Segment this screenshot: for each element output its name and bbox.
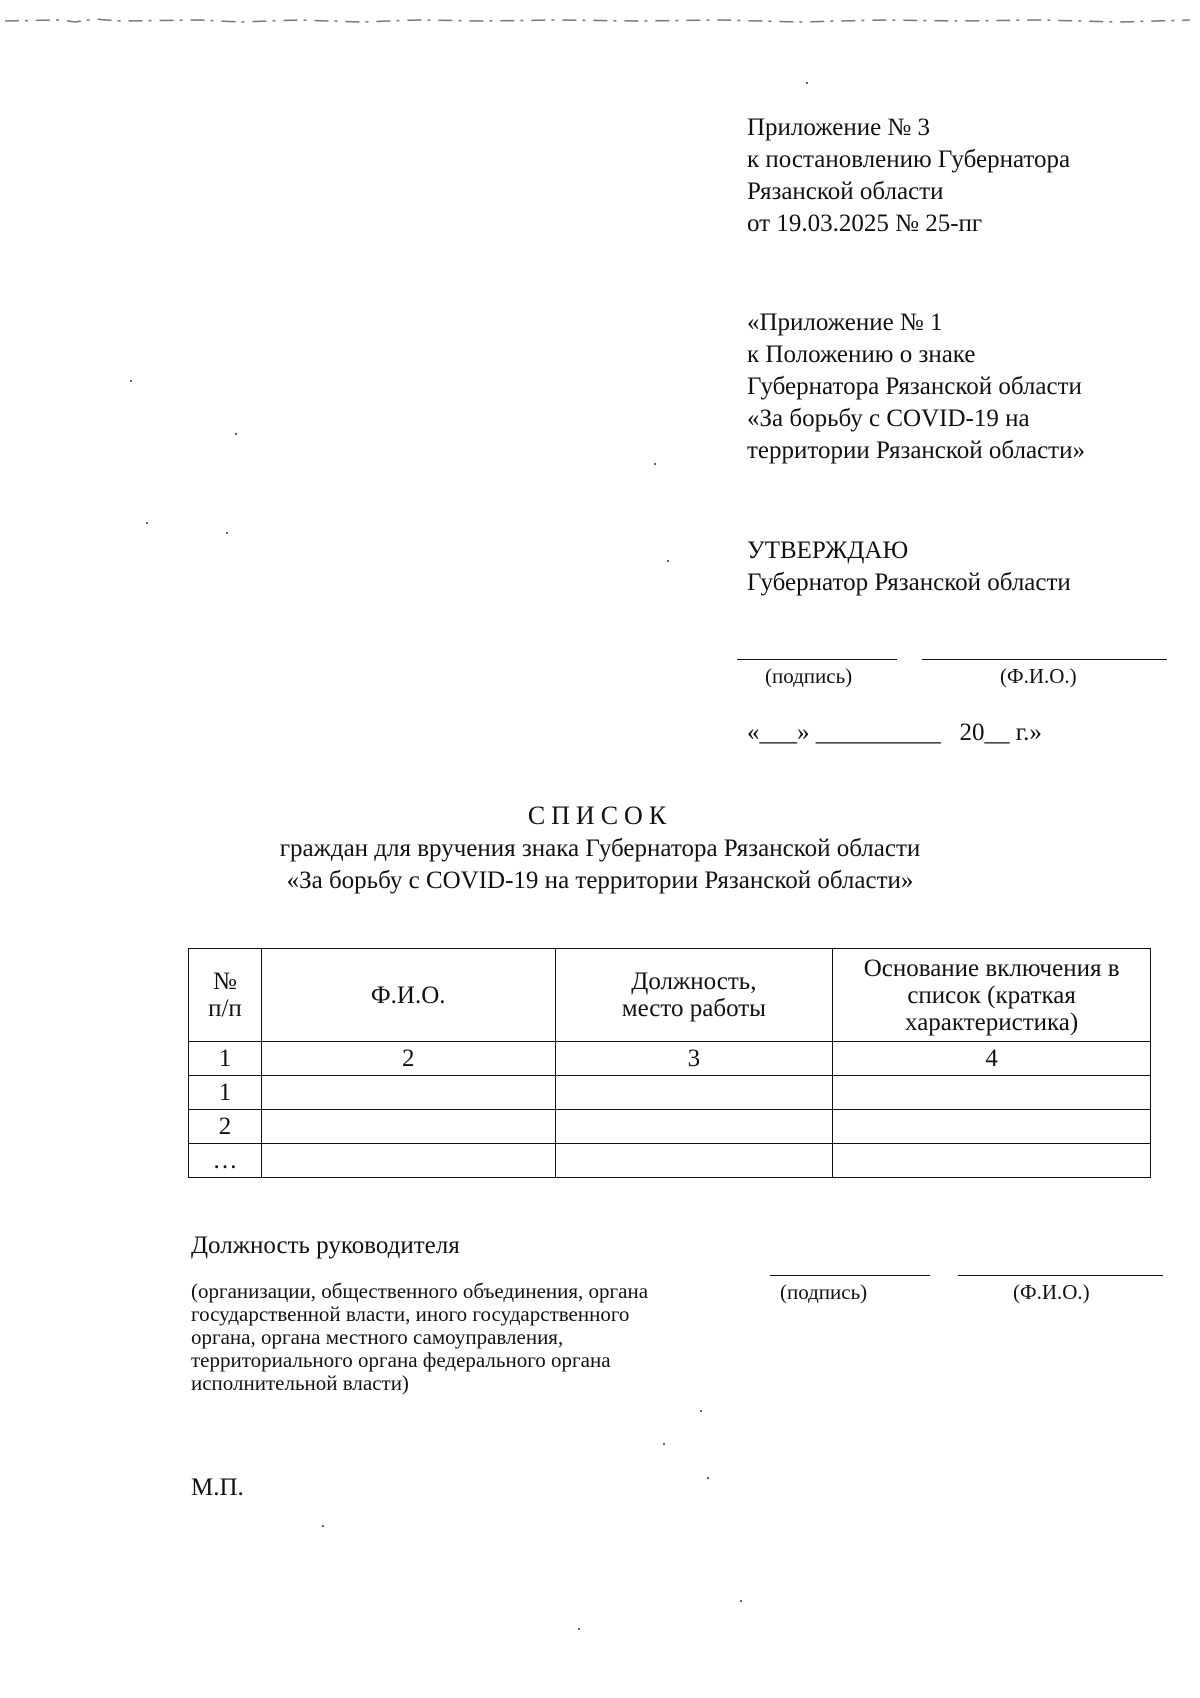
table-column-numbers-row: [189, 1042, 1151, 1076]
footer-signature-caption: (подпись): [780, 1280, 868, 1304]
header-position-line2: место работы: [621, 995, 766, 1022]
approval-position: Губернатор Рязанской области: [747, 569, 1071, 596]
scan-speck: [146, 522, 148, 524]
scan-speck: [740, 1600, 742, 1602]
approval-name-line: [922, 659, 1167, 660]
scan-speck: [806, 82, 808, 84]
scan-speck: [707, 1477, 709, 1479]
row-reason-cell: [833, 1076, 1151, 1110]
table-header-row: [189, 949, 1151, 1042]
row-name-cell: [261, 1144, 555, 1178]
row-number: …: [189, 1144, 262, 1178]
row-name-cell: [261, 1110, 555, 1144]
scan-speck: [322, 1525, 324, 1527]
explanation-line1: (организации, общественного объединения, органа: [191, 1279, 649, 1303]
scan-speck: [226, 532, 228, 534]
scan-speck: [654, 463, 656, 465]
document-subtitle-line2: «За борьбу с COVID-19 на территории Рязанской области»: [286, 867, 914, 894]
scan-speck: [663, 1443, 665, 1445]
head-position-label: Должность руководителя: [191, 1232, 460, 1259]
header-number: [189, 949, 262, 1042]
approval-name-caption: (Ф.И.О.): [1000, 664, 1077, 688]
header-number-line2: п/п: [208, 995, 242, 1022]
header-reason-line1: Основание включения в: [863, 954, 1120, 982]
explanation-line3: органа, органа местного самоуправления,: [191, 1325, 564, 1349]
table-row: [189, 1144, 1151, 1178]
footer-name-caption: (Ф.И.О.): [1013, 1280, 1090, 1304]
explanation-line4: территориального органа федерального органа: [191, 1348, 611, 1372]
row-number: 1: [189, 1076, 262, 1110]
row-reason-cell: [833, 1110, 1151, 1144]
row-position-cell: [555, 1110, 833, 1144]
scan-speck: [667, 560, 669, 562]
header-reason: [833, 949, 1151, 1042]
scan-speck: [578, 1628, 580, 1630]
header-number-line1: №: [213, 968, 237, 995]
annex-reference: к постановлению Губернатора: [747, 146, 1071, 173]
footer-signature-line: [770, 1275, 930, 1276]
column-number-3: 3: [555, 1042, 833, 1076]
row-name-cell: [261, 1076, 555, 1110]
seal-placeholder: М.П.: [191, 1474, 244, 1501]
row-position-cell: [555, 1076, 833, 1110]
footer-name-line: [958, 1275, 1163, 1276]
table-row: [189, 1076, 1151, 1110]
header-position-line1: Должность,: [631, 968, 757, 995]
row-number: 2: [189, 1110, 262, 1144]
column-number-1: 1: [189, 1042, 262, 1076]
head-position-explanation: [191, 1280, 648, 1395]
scan-edge-artifact: [0, 17, 1200, 25]
scan-speck: [235, 433, 237, 435]
citizens-list-table: [188, 948, 1151, 1178]
sub-annex-badge-title-cont: территории Рязанской области»: [747, 437, 1085, 464]
header-full-name: Ф.И.О.: [261, 949, 555, 1042]
scan-speck: [700, 1410, 702, 1412]
sub-annex-number: «Приложение № 1: [747, 309, 943, 336]
sub-annex-block: [747, 307, 1085, 467]
annex-block: [747, 112, 1070, 240]
column-number-4: 4: [833, 1042, 1151, 1076]
document-subtitle-line1: граждан для вручения знака Губернатора Рязанской области: [279, 835, 921, 862]
explanation-line2: государственной власти, иного государственного: [191, 1302, 630, 1326]
sub-annex-badge: Губернатора Рязанской области: [747, 373, 1082, 400]
approval-signature-caption: (подпись): [765, 664, 853, 688]
header-position: [555, 949, 833, 1042]
column-number-2: 2: [261, 1042, 555, 1076]
approval-block: [747, 535, 1071, 599]
header-reason-line2: список (краткая: [907, 981, 1076, 1009]
sub-annex-badge-title: «За борьбу с COVID-19 на: [747, 405, 1030, 432]
sub-annex-reference: к Положению о знаке: [747, 341, 976, 368]
document-title: СПИСОК: [527, 801, 673, 830]
approval-heading: УТВЕРЖДАЮ: [747, 537, 909, 564]
explanation-line5: исполнительной власти): [191, 1371, 409, 1395]
annex-region: Рязанской области: [747, 178, 944, 205]
row-reason-cell: [833, 1144, 1151, 1178]
approval-signature-line: [737, 659, 897, 660]
scan-speck: [130, 380, 132, 382]
row-position-cell: [555, 1144, 833, 1178]
approval-date-line: «___» __________ 20__ г.»: [747, 719, 1042, 746]
annex-number: Приложение № 3: [747, 114, 931, 141]
table-row: [189, 1110, 1151, 1144]
header-reason-line3: характеристика): [905, 1008, 1079, 1036]
annex-date: от 19.03.2025 № 25-пг: [747, 210, 983, 237]
